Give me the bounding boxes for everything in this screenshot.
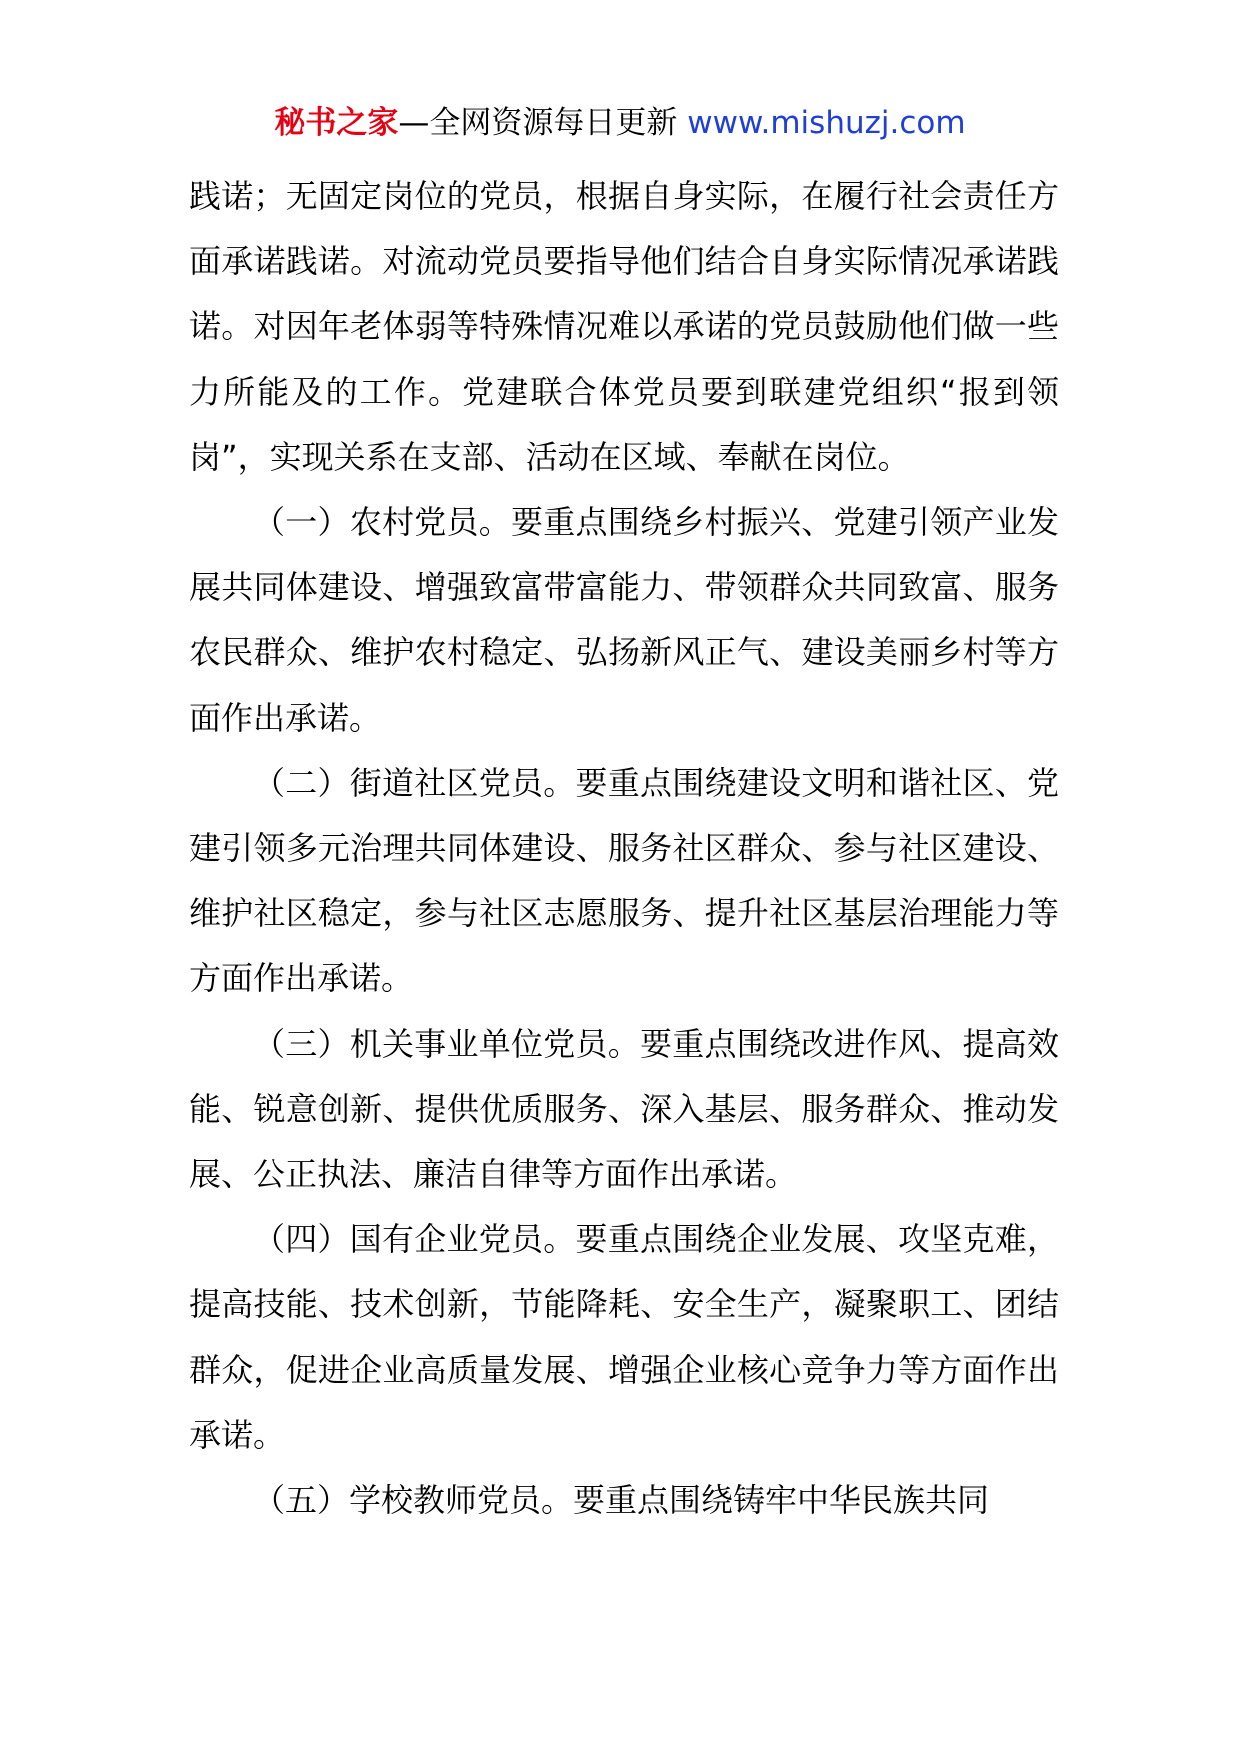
site-url-link[interactable]: www.mishuzj.com [687,105,966,141]
brand-name: 秘书之家 [274,105,399,141]
paragraph-continuation: 践诺；无固定岗位的党员，根据自身实际，在履行社会责任方面承诺践诺。对流动党员要指导他们结合自身实际情况承诺践诺。对因年老体弱等特殊情况难以承诺的党员鼓励他们做一些力所能及的工作。党建联合体党员要到联建党组织“报到领岗”，实现关系在支部、活动在区域、奉献在岗位。 [189,177,1059,476]
paragraph-soe-members: （四）国有企业党员。要重点围绕企业发展、攻坚克难，提高技能、技术创新，节能降耗、安全生产，凝聚职工、团结群众，促进企业高质量发展、增强企业核心竞争力等方面作出承诺。 [189,1220,1059,1454]
page-header [0,100,1240,146]
paragraph-rural-members: （一）农村党员。要重点围绕乡村振兴、党建引领产业发展共同体建设、增强致富带富能力、带领群众共同致富、服务农民群众、维护农村稳定、弘扬新风正气、建设美丽乡村等方面作出承诺。 [189,503,1059,737]
paragraph-teacher-members: （五）学校教师党员。要重点围绕铸牢中华民族共同 [253,1481,990,1520]
header-tagline: —全网资源每日更新 [398,105,688,141]
paragraph-government-members: （三）机关事业单位党员。要重点围绕改进作风、提高效能、锐意创新、提供优质服务、深入基层、服务群众、推动发展、公正执法、廉洁自律等方面作出承诺。 [189,1024,1059,1194]
document-body [189,164,1059,1533]
paragraph-community-members: （二）街道社区党员。要重点围绕建设文明和谐社区、党建引领多元治理共同体建设、服务社区群众、参与社区建设、维护社区稳定，参与社区志愿服务、提升社区基层治理能力等方面作出承诺。 [189,763,1059,998]
